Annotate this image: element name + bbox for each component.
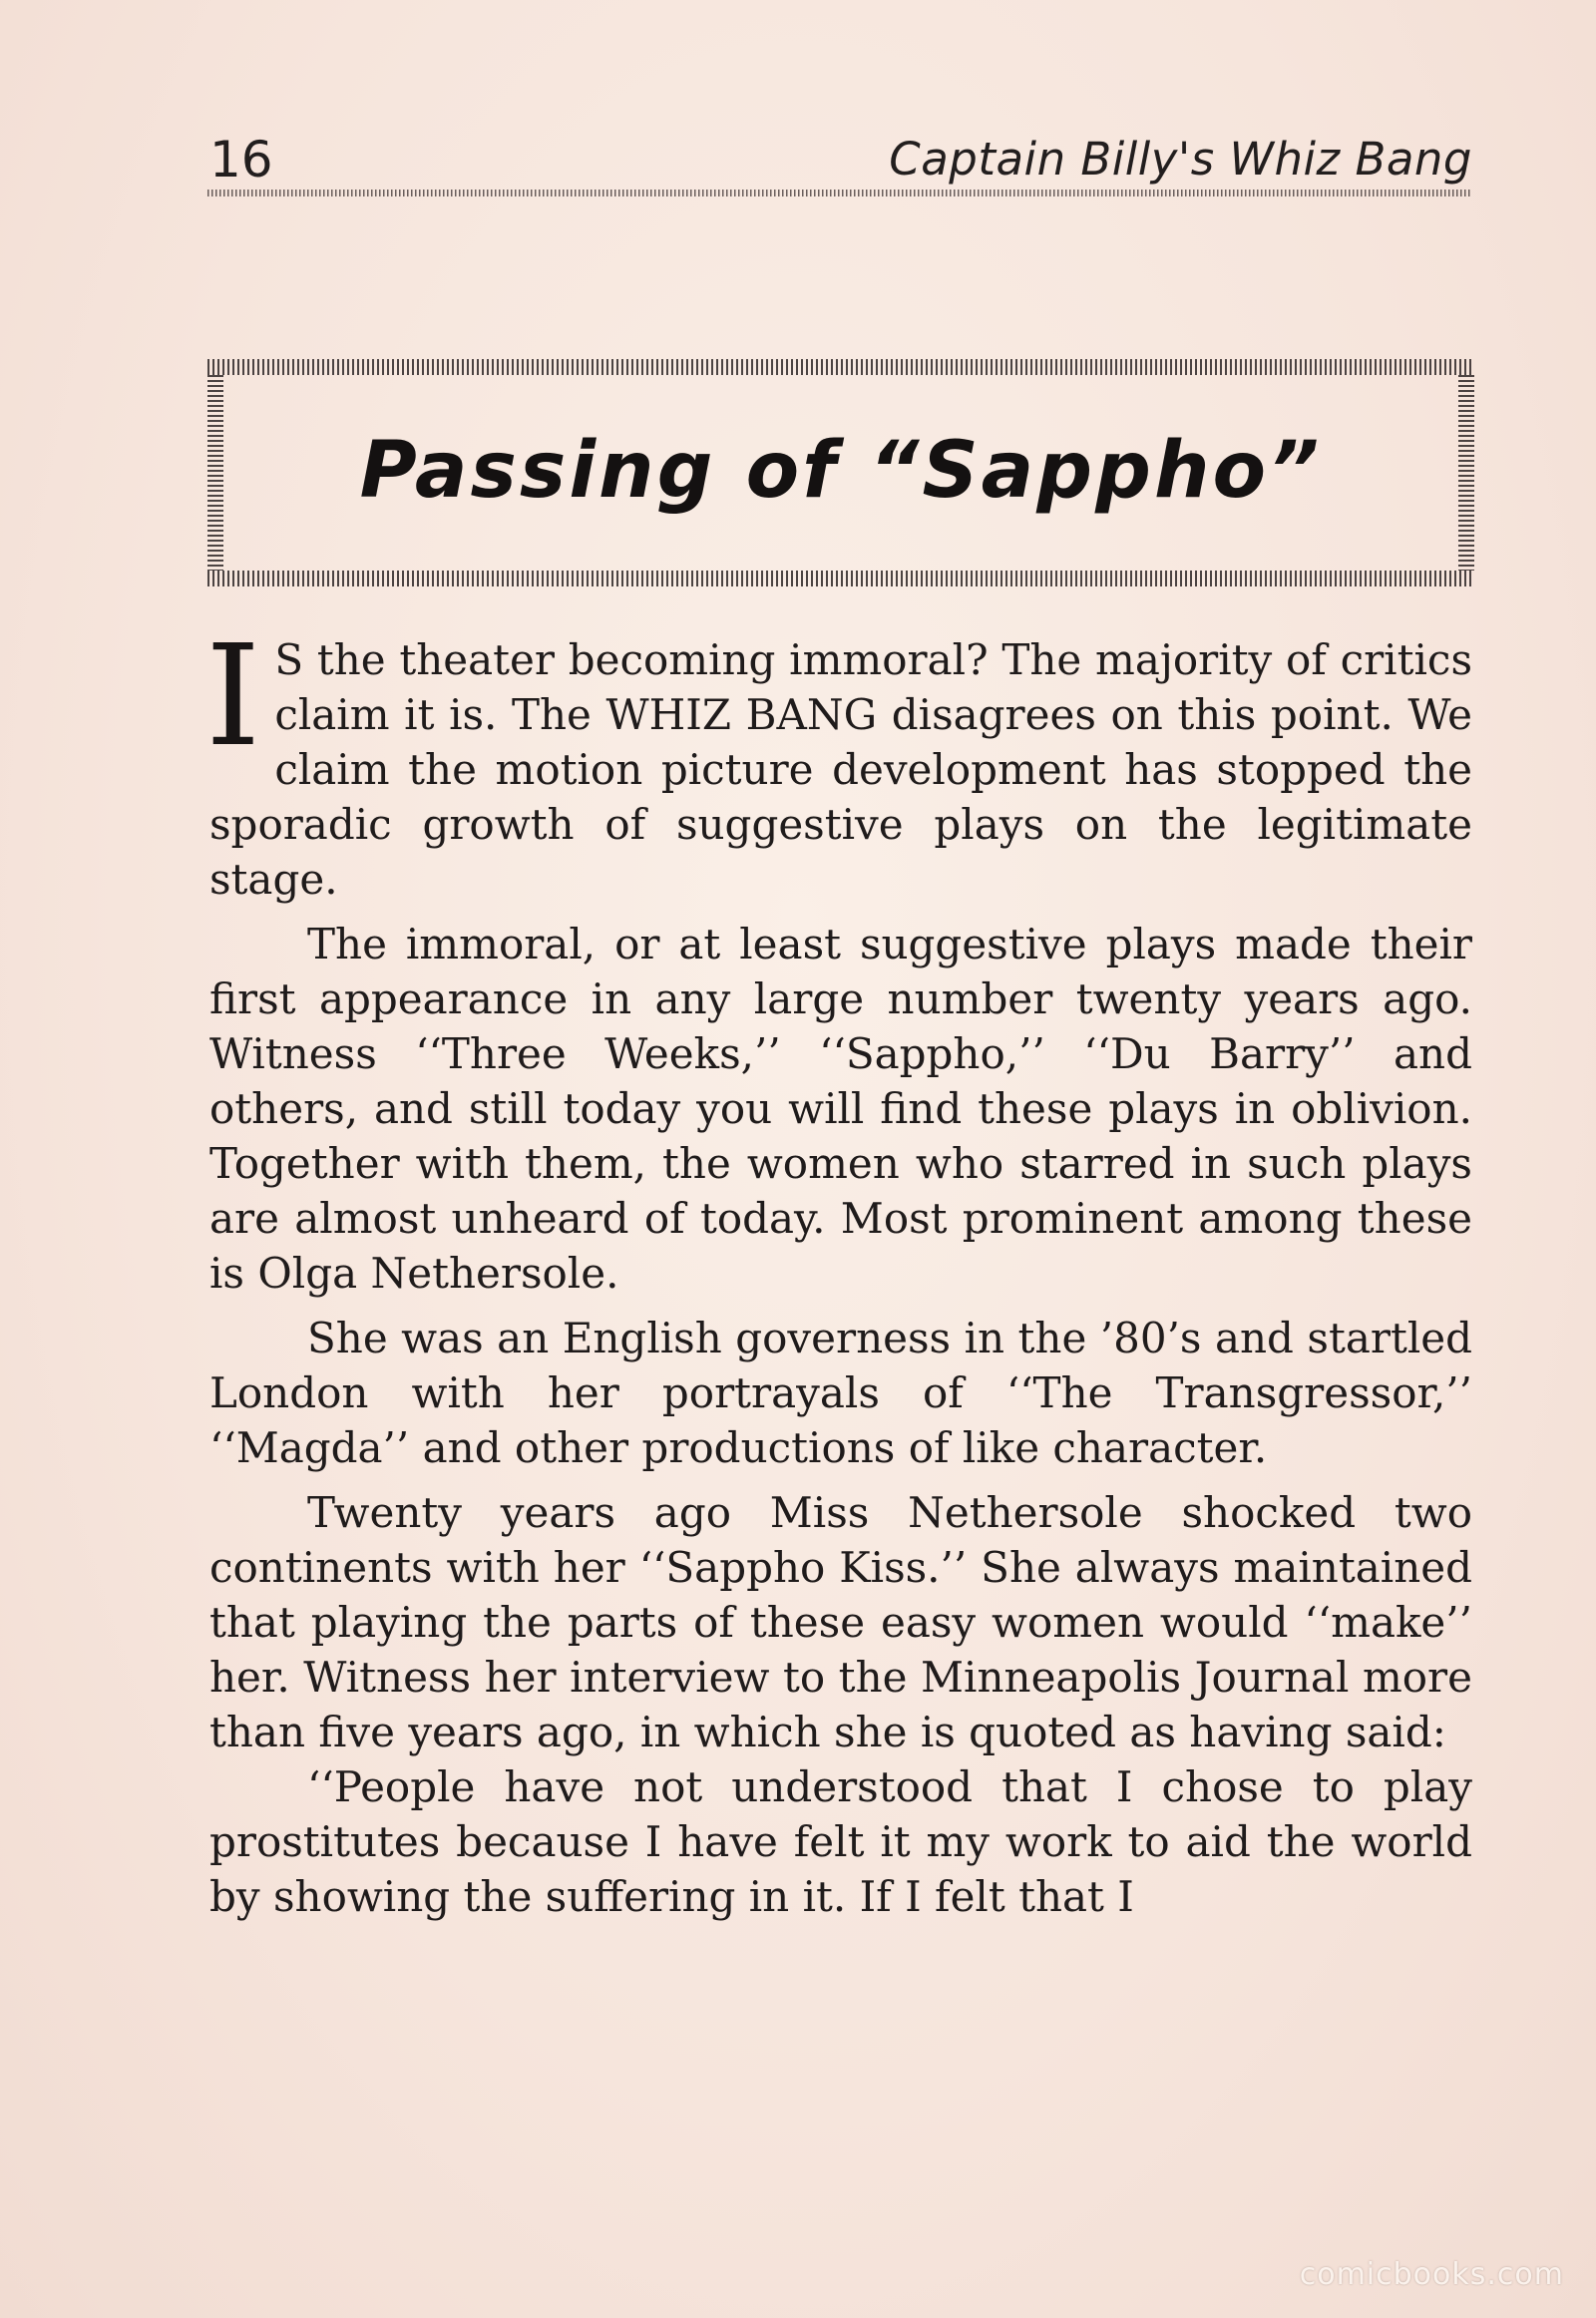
paragraph-2: The immoral, or at least suggestive plays made their first appearance in any large number twenty years ago. Witness ‘‘Three Weeks,’’ ‘‘Sappho,’’ ‘‘Du Barry’’ and others, and still today you will find these plays in oblivion. Together with them, the women who starred in such plays are almost unheard of today. Most prominent among these is Olga Nethersole. bbox=[209, 920, 1472, 1298]
magazine-title: Captain Billy's Whiz Bang bbox=[889, 133, 1472, 186]
article-body bbox=[205, 615, 1472, 1924]
paragraph-5-quote: ‘‘People have not understood that I chose to play prostitutes because I have felt it my work to aid the world by showing the suffering in it. If I felt that I bbox=[209, 1762, 1472, 1921]
title-box bbox=[207, 359, 1474, 586]
drop-cap: I bbox=[205, 615, 261, 778]
title-box-border-top bbox=[207, 359, 1474, 375]
page-number: 16 bbox=[209, 131, 273, 189]
article-title: Passing of “Sappho” bbox=[359, 426, 1323, 516]
paragraph-4: Twenty years ago Miss Nethersole shocked two continents with her ‘‘Sappho Kiss.’’ She always maintained that playing the parts of these easy women would ‘‘make’’ her. Witness her interview to the Minneapolis Journal more than five years ago, in which she is quoted as having said: bbox=[209, 1488, 1472, 1756]
title-box-border-bottom bbox=[207, 571, 1474, 586]
paragraph-3: She was an English governess in the ’80’s and startled London with her portrayals of ‘‘The Transgressor,’’ ‘‘Magda’’ and other productions of like character. bbox=[209, 1314, 1472, 1472]
watermark: comicbooks.com bbox=[1299, 2257, 1564, 2292]
paragraph-1-text: S the theater becoming immoral? The majority of critics claim it is. The WHIZ BANG disagrees on this point. We claim the motion picture development has stopped the sporadic growth of suggestive plays on the legitimate stage. bbox=[209, 635, 1472, 904]
paragraph-1 bbox=[205, 615, 1472, 907]
header-rule bbox=[207, 190, 1472, 196]
running-header bbox=[207, 122, 1472, 192]
